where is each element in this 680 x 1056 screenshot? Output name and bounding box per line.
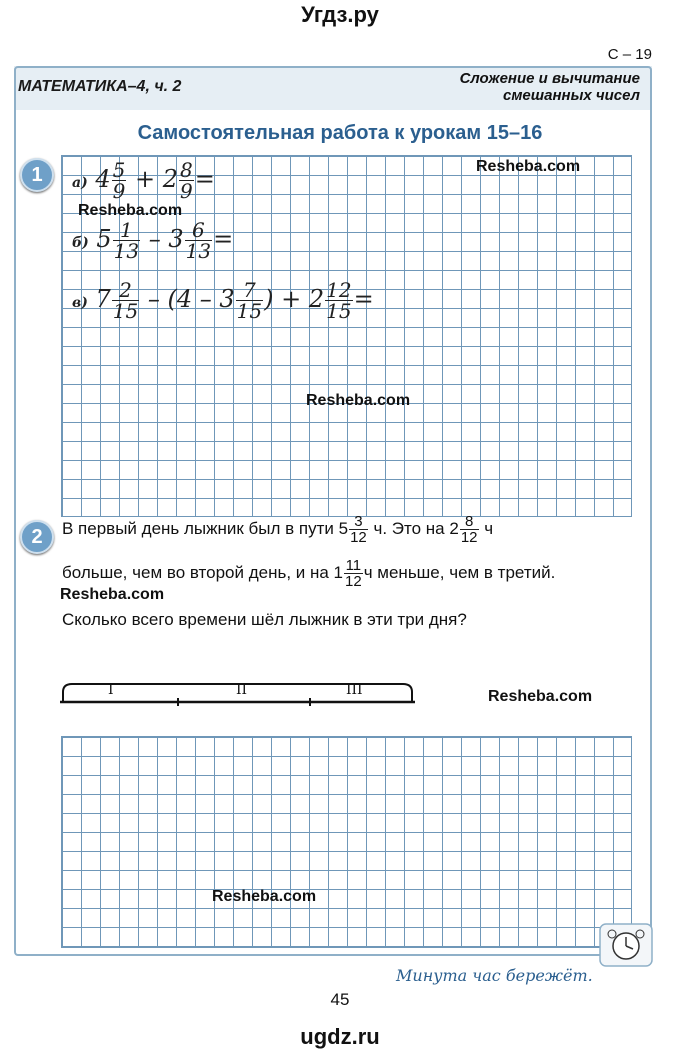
fraction-t2-1: $\frac{3}{12}$ [350,513,367,546]
whole-b1: 5 [96,225,112,253]
whole-a1: 4 [95,165,111,193]
task-2-text-1c: ч [484,518,494,538]
book-title: МАТЕМАТИКА–4, ч. 2 [18,78,182,95]
expression-c [72,280,374,321]
fraction-t2-2: $\frac{8}{12}$ [460,513,478,546]
fraction-b2: $\frac{6}{13}$ [185,218,212,263]
watermark: Resheba.com [212,888,317,905]
task-2-text-1b: ч. Это на 2 [373,518,459,538]
fraction-c3: $\frac{12}{15}$ [326,278,352,323]
segment-label-2: II [236,682,248,698]
site-footer-title: ugdz.ru [300,1024,380,1049]
fraction-c1: $\frac{2}{15}$ [112,278,139,323]
task-2-text-2b: ч меньше, чем в третий. [363,562,556,582]
bracket-close-c: ) [264,285,274,313]
topic-line-2: смешанных чисел [502,87,640,104]
whole-a2: 2 [162,165,179,193]
watermark: Resheba.com [78,202,183,219]
watermark: Resheba.com [476,158,581,175]
fraction-c2: $\frac{7}{15}$ [236,278,263,323]
task-2-text-1a: В первый день лыжник был в пути 5 [62,518,349,538]
operator-c1: – [147,285,160,313]
segment-label-1: I [108,682,114,698]
page-title: Самостоятельная работа к урокам 15–16 [137,122,543,144]
task-2-line-2 [62,558,644,589]
segment-label-3: III [346,682,363,698]
operator-a1: + [135,165,156,193]
watermark: Resheba.com [306,392,411,409]
fraction-t2-3: $\frac{11}{12}$ [345,557,362,590]
page-number: 45 [330,990,350,1009]
task-2-badge: 2 [20,520,54,554]
task-2-line-1 [62,514,644,545]
fraction-a1: $\frac{5}{9}$ [112,158,126,203]
whole-c3: 2 [308,285,325,313]
motto: Минута час бережёт. [396,966,593,985]
task-2-question: Сколько всего времени шёл лыжник в эти три дня? [62,610,467,629]
expression-b [72,220,233,261]
fraction-b1: $\frac{1}{13}$ [113,218,140,263]
equals-b: = [213,225,234,253]
label-a: а) [72,175,88,191]
watermark: Resheba.com [488,688,593,705]
answer-grid-2 [61,736,632,948]
site-header-title: Угдз.ру [301,2,379,27]
label-b: б) [72,235,89,251]
work-code: С – 19 [607,46,652,63]
bracket-open-c: (4 – 3 [167,285,235,313]
operator-b1: – [148,225,161,253]
task-2-text-2a: больше, чем во второй день, и на 1 [62,562,344,582]
whole-b2: 3 [168,225,184,253]
equals-c: = [353,285,374,313]
label-c: в) [72,295,88,311]
expression-a [72,160,215,201]
topic-title [460,70,640,104]
task-1-badge: 1 [20,158,54,192]
whole-c1: 7 [95,285,111,313]
mascot-clock-icon [598,922,654,968]
equals-a: = [194,165,215,193]
watermark: Resheba.com [60,586,165,603]
topic-line-1: Сложение и вычитание [459,70,640,87]
fraction-a2: $\frac{8}{9}$ [180,158,193,203]
operator-c2: + [281,285,302,313]
